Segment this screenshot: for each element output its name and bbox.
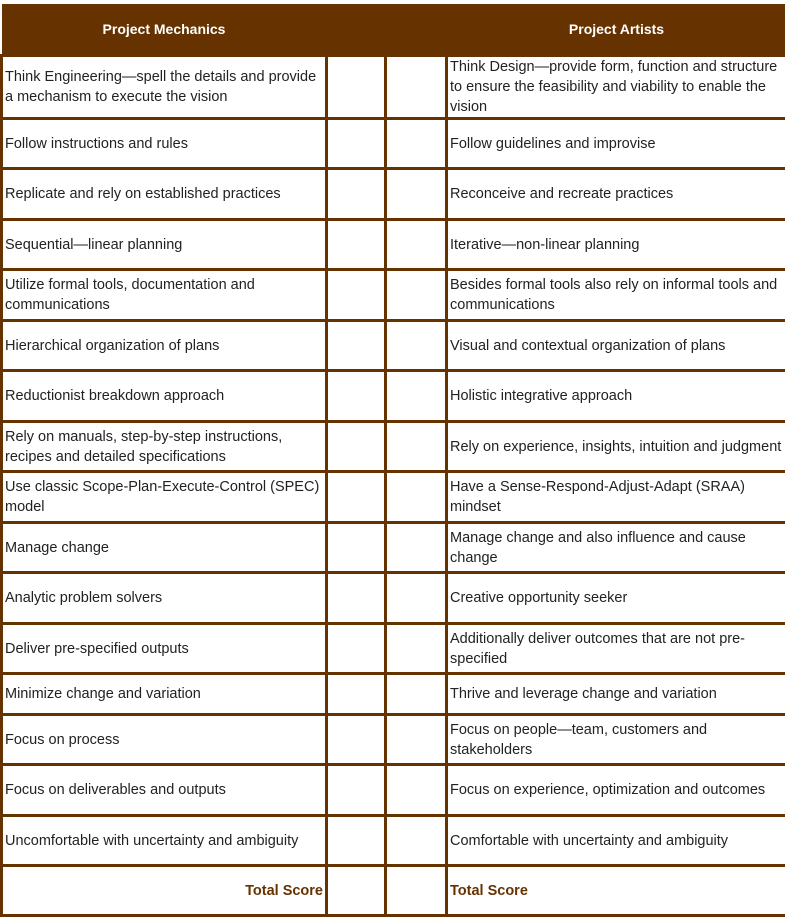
mechanics-score-cell[interactable]	[327, 119, 386, 169]
mechanics-trait: Rely on manuals, step-by-step instructions, recipes and detailed specifications	[2, 422, 327, 472]
mechanics-score-cell[interactable]	[327, 56, 386, 119]
mechanics-score-cell[interactable]	[327, 321, 386, 371]
artists-score-cell[interactable]	[386, 765, 447, 816]
table-row	[2, 220, 785, 270]
mechanics-trait: Analytic problem solvers	[2, 573, 327, 624]
mechanics-trait: Manage change	[2, 523, 327, 573]
mechanics-score-cell[interactable]	[327, 220, 386, 270]
mechanics-trait: Think Engineering—spell the details and provide a mechanism to execute the vision	[2, 56, 327, 119]
table-row	[2, 119, 785, 169]
mechanics-trait: Replicate and rely on established practices	[2, 169, 327, 220]
mechanics-trait: Sequential—linear planning	[2, 220, 327, 270]
mechanics-score-cell[interactable]	[327, 523, 386, 573]
artists-score-cell[interactable]	[386, 523, 447, 573]
artists-trait: Visual and contextual organization of plans	[447, 321, 785, 371]
mechanics-score-cell[interactable]	[327, 422, 386, 472]
mechanics-trait: Follow instructions and rules	[2, 119, 327, 169]
artists-score-cell[interactable]	[386, 371, 447, 422]
artists-trait: Think Design—provide form, function and structure to ensure the feasibility and viability to enable the vision	[447, 56, 785, 119]
artists-score-cell[interactable]	[386, 119, 447, 169]
artists-total-score-cell[interactable]	[386, 866, 447, 916]
mechanics-trait: Minimize change and variation	[2, 674, 327, 715]
mechanics-score-cell[interactable]	[327, 371, 386, 422]
artists-trait: Reconceive and recreate practices	[447, 169, 785, 220]
artists-total-score-label: Total Score	[447, 866, 785, 916]
mechanics-trait: Utilize formal tools, documentation and communications	[2, 270, 327, 321]
artists-trait: Rely on experience, insights, intuition and judgment	[447, 422, 785, 472]
artists-trait: Have a Sense-Respond-Adjust-Adapt (SRAA) mindset	[447, 472, 785, 523]
table-row	[2, 624, 785, 674]
mechanics-trait: Focus on process	[2, 715, 327, 765]
table-row	[2, 169, 785, 220]
artists-score-cell[interactable]	[386, 220, 447, 270]
mechanics-trait: Deliver pre-specified outputs	[2, 624, 327, 674]
artists-trait: Besides formal tools also rely on informal tools and communications	[447, 270, 785, 321]
artists-trait: Creative opportunity seeker	[447, 573, 785, 624]
mechanics-trait: Focus on deliverables and outputs	[2, 765, 327, 816]
artists-trait: Comfortable with uncertainty and ambiguity	[447, 816, 785, 866]
artists-trait: Additionally deliver outcomes that are not pre-specified	[447, 624, 785, 674]
artists-score-cell[interactable]	[386, 321, 447, 371]
project-artists-header: Project Artists	[447, 4, 785, 56]
mechanics-score-cell[interactable]	[327, 674, 386, 715]
mechanics-score-cell[interactable]	[327, 472, 386, 523]
table-row	[2, 523, 785, 573]
artists-trait: Manage change and also influence and cause change	[447, 523, 785, 573]
table-row	[2, 674, 785, 715]
artists-score-cell[interactable]	[386, 573, 447, 624]
artists-trait: Holistic integrative approach	[447, 371, 785, 422]
comparison-table	[0, 4, 785, 917]
mechanics-trait: Uncomfortable with uncertainty and ambiguity	[2, 816, 327, 866]
mechanics-score-cell[interactable]	[327, 270, 386, 321]
table-row	[2, 472, 785, 523]
table-row	[2, 56, 785, 119]
mechanics-total-score-cell[interactable]	[327, 866, 386, 916]
artists-trait: Follow guidelines and improvise	[447, 119, 785, 169]
table-row	[2, 573, 785, 624]
mechanics-score-cell[interactable]	[327, 715, 386, 765]
artists-score-cell[interactable]	[386, 56, 447, 119]
artists-score-cell[interactable]	[386, 674, 447, 715]
table-row	[2, 715, 785, 765]
artists-trait: Thrive and leverage change and variation	[447, 674, 785, 715]
artists-trait: Focus on people—team, customers and stakeholders	[447, 715, 785, 765]
artists-score-cell[interactable]	[386, 422, 447, 472]
mechanics-trait: Use classic Scope-Plan-Execute-Control (SPEC) model	[2, 472, 327, 523]
table-row	[2, 321, 785, 371]
artists-score-cell[interactable]	[386, 715, 447, 765]
table-row	[2, 270, 785, 321]
mechanics-total-score-label: Total Score	[2, 866, 327, 916]
artists-score-cell[interactable]	[386, 270, 447, 321]
mechanics-trait: Reductionist breakdown approach	[2, 371, 327, 422]
table-row	[2, 765, 785, 816]
mechanics-score-cell[interactable]	[327, 765, 386, 816]
artists-trait: Focus on experience, optimization and outcomes	[447, 765, 785, 816]
table-row	[2, 816, 785, 866]
artists-score-cell[interactable]	[386, 624, 447, 674]
mechanics-trait: Hierarchical organization of plans	[2, 321, 327, 371]
table-row	[2, 422, 785, 472]
artists-score-cell[interactable]	[386, 472, 447, 523]
mechanics-score-cell[interactable]	[327, 816, 386, 866]
total-score-row	[2, 866, 785, 916]
project-mechanics-header: Project Mechanics	[2, 4, 327, 56]
header-spacer-2	[386, 4, 447, 56]
mechanics-score-cell[interactable]	[327, 573, 386, 624]
header-spacer-1	[327, 4, 386, 56]
artists-score-cell[interactable]	[386, 816, 447, 866]
mechanics-score-cell[interactable]	[327, 169, 386, 220]
mechanics-score-cell[interactable]	[327, 624, 386, 674]
artists-trait: Iterative—non-linear planning	[447, 220, 785, 270]
table-header-row	[2, 4, 785, 56]
table-row	[2, 371, 785, 422]
artists-score-cell[interactable]	[386, 169, 447, 220]
